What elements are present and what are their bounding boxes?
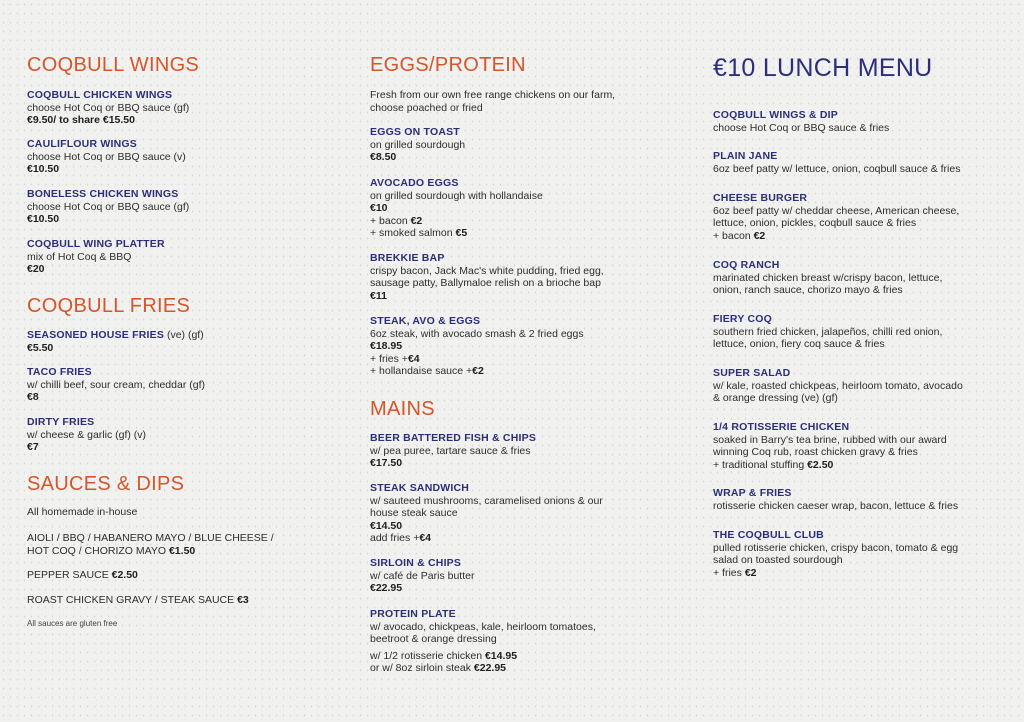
item-desc: crispy bacon, Jack Mac's white pudding, fried egg, (370, 264, 604, 277)
item-extra-price: €2 (410, 214, 423, 227)
sauce-list: AIOLI / BBQ / HABANERO MAYO / BLUE CHEESE / (27, 532, 274, 544)
item-price: €8 (27, 391, 39, 403)
item-desc: sausage patty, Ballymaloe relish on a brioche bap (370, 277, 601, 289)
menu-item (713, 192, 1008, 242)
item-desc: choose Hot Coq or BBQ sauce (v) (27, 150, 186, 163)
item-desc: 6oz beef patty w/ cheddar cheese, American cheese, (713, 204, 960, 217)
item-desc: w/ pea puree, tartare sauce & fries (370, 444, 531, 457)
item-desc: w/ café de Paris butter (370, 569, 475, 582)
item-option: or w/ 8oz sirloin steak (370, 662, 471, 674)
item-name: SIRLOIN & CHIPS (370, 557, 462, 569)
item-name: COQ RANCH (713, 259, 780, 271)
item-desc: w/ cheese & garlic (gf) (v) (27, 428, 147, 441)
menu-item (370, 252, 670, 302)
item-price: €11 (370, 289, 387, 302)
menu-item (27, 89, 337, 127)
item-name: BONELESS CHICKEN WINGS (27, 188, 179, 200)
item-desc: w/ avocado, chickpeas, kale, heirloom tomatoes, (370, 620, 596, 633)
sauce-line (27, 569, 337, 582)
sauce-price: €2.50 (111, 569, 138, 581)
sauce-line (27, 594, 337, 607)
item-desc: pulled rotisserie chicken, crispy bacon, tomato & egg (713, 541, 959, 554)
item-desc: salad on toasted sourdough (713, 554, 843, 566)
item-name: AVOCADO EGGS (370, 177, 459, 189)
menu-item (370, 126, 670, 164)
item-extra: + bacon (370, 214, 408, 227)
item-desc: w/ sauteed mushrooms, caramelised onions & our (370, 494, 603, 507)
menu-item (713, 313, 1008, 351)
item-name: STEAK, AVO & EGGS (370, 315, 481, 327)
item-desc: onion, ranch sauce, chorizo mayo & fries (713, 284, 903, 296)
item-price: €10.50 (27, 213, 60, 225)
menu-item (713, 529, 1008, 579)
intro-line: Fresh from our own free range chickens on our farm, (370, 89, 616, 101)
item-price: €5.50 (27, 341, 54, 354)
item-name: 1/4 ROTISSERIE CHICKEN (713, 421, 850, 433)
sauces-note: All sauces are gluten free (27, 619, 118, 628)
menu-item (27, 188, 337, 226)
item-name: SUPER SALAD (713, 367, 791, 379)
item-price: €10.50 (27, 163, 60, 175)
menu-item (370, 315, 670, 378)
item-desc: on grilled sourdough (370, 138, 466, 151)
sauce-list: HOT COQ / CHORIZO MAYO (27, 544, 167, 557)
item-desc: & orange dressing (ve) (gf) (713, 392, 838, 404)
item-name: BEER BATTERED FISH & CHIPS (370, 432, 537, 444)
item-name: BREKKIE BAP (370, 252, 445, 264)
wings-section-title: COQBULL WINGS (27, 54, 200, 76)
intro-line: choose poached or fried (370, 101, 483, 114)
item-desc: southern fried chicken, jalapeños, chilli red onion, (713, 325, 943, 338)
item-price: €17.50 (370, 457, 403, 469)
menu-item (27, 366, 337, 404)
item-extra: + smoked salmon (370, 227, 453, 239)
item-name: EGGS ON TOAST (370, 126, 460, 138)
item-price: €20 (27, 263, 45, 275)
item-extra: add fries + (370, 532, 420, 544)
item-desc: rotisserie chicken caeser wrap, bacon, lettuce & fries (713, 499, 959, 512)
item-desc: marinated chicken breast w/crispy bacon, lettuce, (713, 271, 943, 284)
menu-item (370, 557, 670, 595)
menu-item (27, 238, 337, 276)
item-desc: choose Hot Coq or BBQ sauce (gf) (27, 101, 190, 114)
menu-item (27, 138, 337, 176)
item-extra: + fries + (370, 352, 408, 365)
item-desc: 6oz beef patty w/ lettuce, onion, coqbull sauce & fries (713, 162, 961, 175)
menu-item (370, 432, 670, 470)
item-price: €14.50 (370, 519, 403, 532)
item-extra: + fries (713, 566, 742, 579)
item-diet-tags: (ve) (gf) (164, 329, 204, 341)
item-desc: choose Hot Coq or BBQ sauce (gf) (27, 200, 190, 213)
item-desc: on grilled sourdough with hollandaise (370, 189, 543, 202)
menu-item (370, 482, 670, 545)
item-desc: mix of Hot Coq & BBQ (27, 250, 132, 263)
item-desc: lettuce, onion, fiery coq sauce & fries (713, 338, 885, 350)
item-price: €7 (27, 441, 39, 453)
item-name: FIERY COQ (713, 313, 772, 325)
item-name: COQBULL CHICKEN WINGS (27, 89, 173, 101)
item-option-price: €22.95 (473, 662, 507, 674)
item-desc: w/ kale, roasted chickpeas, heirloom tomato, avocado (713, 379, 963, 392)
item-desc: w/ chilli beef, sour cream, cheddar (gf) (27, 378, 205, 391)
item-name: COQBULL WING PLATTER (27, 238, 165, 250)
menu-item (27, 329, 337, 354)
item-name: SEASONED HOUSE FRIES (27, 329, 165, 341)
sauce-price: €3 (237, 594, 249, 606)
item-extra: + hollandaise sauce + (370, 365, 473, 377)
item-name: TACO FRIES (27, 366, 92, 378)
item-extra-price: €2 (472, 365, 484, 377)
item-price: €18.95 (370, 340, 403, 352)
item-name: WRAP & FRIES (713, 487, 792, 499)
item-extra-price: €4 (407, 352, 420, 365)
menu-item (713, 487, 1008, 512)
sauces-intro: All homemade in-house (27, 506, 138, 518)
item-desc: winning Coq rub, roast chicken gravy & fries (713, 446, 918, 458)
item-extra-price: €5 (455, 227, 468, 239)
menu-item (370, 608, 670, 675)
item-extra-price: €4 (419, 532, 432, 544)
menu-item (713, 109, 1008, 134)
item-name: PLAIN JANE (713, 150, 778, 162)
fries-section-title: COQBULL FRIES (27, 295, 191, 317)
item-name: COQBULL WINGS & DIP (713, 109, 838, 121)
item-desc: choose Hot Coq or BBQ sauce & fries (713, 121, 890, 134)
item-price: €10 (370, 202, 388, 214)
item-extra: + traditional stuffing (713, 458, 805, 471)
item-name: CHEESE BURGER (713, 192, 808, 204)
item-desc: house steak sauce (370, 507, 458, 519)
item-desc: beetroot & orange dressing (370, 633, 497, 645)
menu-item (27, 416, 337, 454)
item-desc: lettuce, onion, pickles, coqbull sauce & fries (713, 217, 917, 229)
sauce-list: ROAST CHICKEN GRAVY / STEAK SAUCE (27, 594, 235, 606)
eggs-section-title: EGGS/PROTEIN (370, 54, 526, 76)
menu-item (713, 259, 1008, 297)
sauce-price: €1.50 (168, 544, 196, 557)
menu-item (713, 421, 1008, 471)
item-desc: 6oz steak, with avocado smash & 2 fried eggs (370, 327, 584, 340)
item-price: €8.50 (370, 151, 397, 163)
item-name: DIRTY FRIES (27, 416, 95, 428)
item-name: CAULIFLOUR WINGS (27, 138, 137, 150)
item-extra-price: €2 (744, 566, 757, 579)
sauce-list: PEPPER SAUCE (27, 569, 109, 581)
item-name: PROTEIN PLATE (370, 608, 456, 620)
item-desc: soaked in Barry's tea brine, rubbed with our award (713, 433, 947, 446)
item-name: THE COQBULL CLUB (713, 529, 824, 541)
item-extra-price: €2 (753, 229, 766, 242)
item-price: €9.50/ to share €15.50 (27, 114, 135, 126)
item-option: w/ 1/2 rotisserie chicken (370, 649, 483, 662)
eggs-intro (370, 89, 670, 114)
mains-section-title: MAINS (370, 398, 435, 420)
lunch-menu-title: €10 LUNCH MENU (713, 54, 933, 82)
sauces-section-title: SAUCES & DIPS (27, 473, 185, 495)
item-extra-price: €2.50 (807, 458, 834, 471)
item-option-price: €14.95 (484, 649, 518, 662)
menu-item (713, 150, 1008, 175)
item-price: €22.95 (370, 582, 403, 594)
item-name: STEAK SANDWICH (370, 482, 470, 494)
menu-item (713, 367, 1008, 405)
menu-item (370, 177, 670, 240)
sauce-line (27, 532, 337, 557)
item-extra: + bacon (713, 229, 751, 242)
